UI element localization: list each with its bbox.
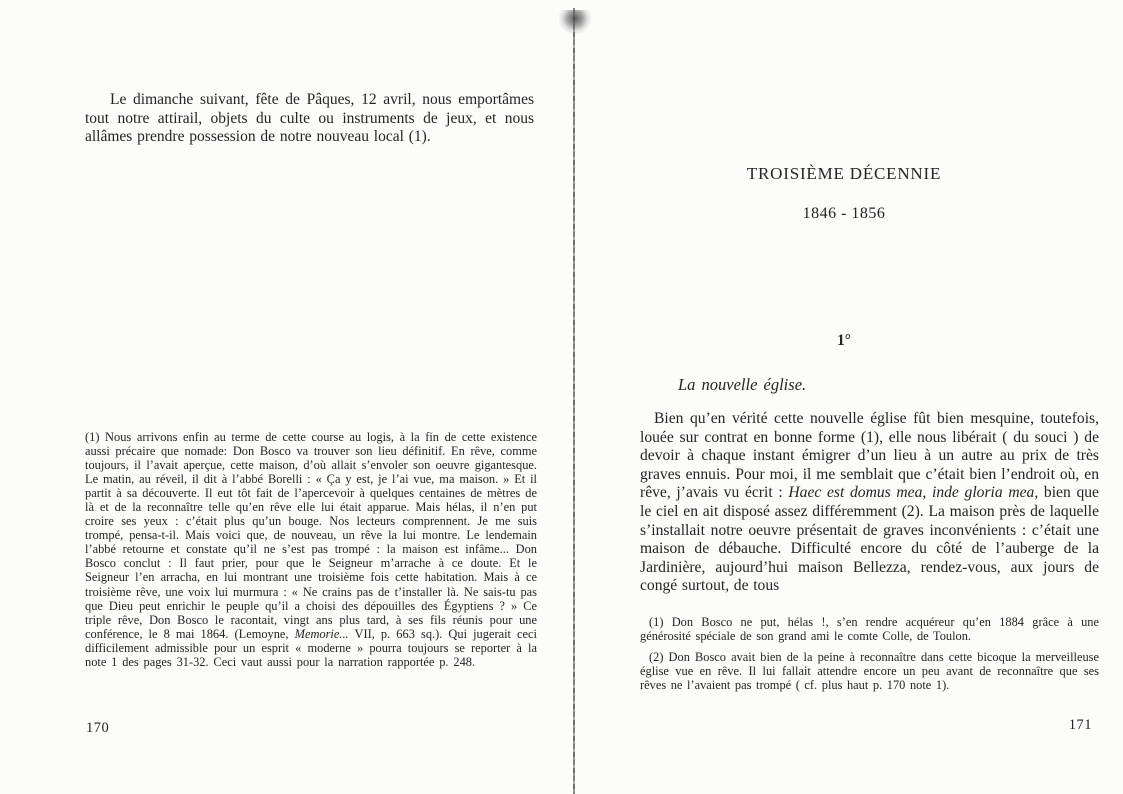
right-footnote-2: (2) Don Bosco avait bien de la peine à reconnaître dans cette bicoque la merveilleuse église vue en rêve. Il lui fallait attendre encore un peu avant de reconnaître que ses rêves ne l’avaient pas trompé ( cf. plus haut p. 170 note 1).: [640, 650, 1099, 693]
right-body-paragraph: [640, 410, 1099, 596]
chapter-dates: 1846 - 1856: [802, 205, 886, 222]
right-body-text-continued: bien que le ciel en ait disposé assez différemment (2). La maison près de laquelle s’installait notre oeuvre présentait de graves inconvénients : c’était une maison de débauche. Difficulté encore du côté de l’auberge de la Jardinière, aujourd’hui maison Bellezza, rendez-vous, aux jours de congé surtout, de tous: [640, 484, 1099, 595]
chapter-title: TROISIÈME DÉCENNIE: [746, 164, 942, 183]
left-footnote-book-title: Memorie...: [294, 626, 349, 641]
right-body-latin-quote: Haec est domus mea, inde gloria mea,: [788, 484, 1039, 502]
right-page-number: 171: [1068, 717, 1092, 733]
left-footnote-text-continued: VII, p. 663 sq.). Qui jugerait ceci difficilement admissible pour un esprit « moderne » pourra toujours se reporter à la note 1 des pages 31-32. Ceci vaut aussi pour la narration rapportée p. 248.: [85, 626, 537, 669]
right-footnote-1: (1) Don Bosco ne put, hélas !, s’en rendre acquéreur qu’en 1884 grâce à une générosité spéciale de son grand ami le comte Colle, de Toulon.: [640, 615, 1099, 644]
left-page-number: 170: [86, 720, 110, 736]
section-title: La nouvelle église.: [678, 375, 807, 394]
left-footnote-text: (1) Nous arrivons enfin au terme de cette course au logis, à la fin de cette existence aussi précaire que nomade: Don Bosco va trouver son lieu définitif. En rêve, comme toujours, il l’avait aperçue, cette maison, d’où allait s’envoler son oeuvre gigantesque. Le matin, au réveil, il dit à l’abbé Borelli : « Ça y est, je l’ai vue, ma maison. » Et il partit à sa découverte. Il eut tôt fait de l’apercevoir à quelques centaines de mètres de là et de la reconnaître telle qu’en rêve elle lui était apparue. Mais hélas, il n’en put croire ses yeux : c’était plus qu’un bouge. Nos lecteurs comprennent. Je me suis trompé, pensa-t-il. Mais voici que, de nouveau, un rêve la lui montre. Le lendemain l’abbé retourne et constate qu’il ne s’est pas trompé : la maison est infâme... Don Bosco conclut : Il faut prier, pour que le Seigneur m’arrache à ce doute. Et le Seigneur l’en arracha, en lui montrant une troisième fois cette habitation. Mais à ce troisième rêve, une voix lui murmura : « Ne crains pas de t’installer là. Ne sais-tu pas que Dieu peut enrichir le peuple qu’il a choisi des dépouilles des Égyptiens ? » Ce triple rêve, Don Bosco le racontait, vingt ans plus tard, à ses fils réunis pour une conférence, le 8 mai 1864. (Lemoyne,: [85, 430, 537, 641]
right-body-text: Bien qu’en vérité cette nouvelle église fût bien mesquine, toutefois, louée sur contrat en bonne forme (1), elle nous libérait ( du souci ) de devoir à chaque instant émigrer d’un lieu à un autre au prix de très graves ennuis. Pour moi, il me semblait que c’était bien l’endroit où, en rêve, j’avais vu écrit :: [640, 410, 1099, 502]
left-opening-paragraph: Le dimanche suivant, fête de Pâques, 12 avril, nous emportâmes tout notre attirail, objets du culte ou instruments de jeux, et nous allâmes prendre possession de notre nouveau local (1).: [85, 91, 534, 146]
section-number: 1°: [837, 332, 851, 349]
